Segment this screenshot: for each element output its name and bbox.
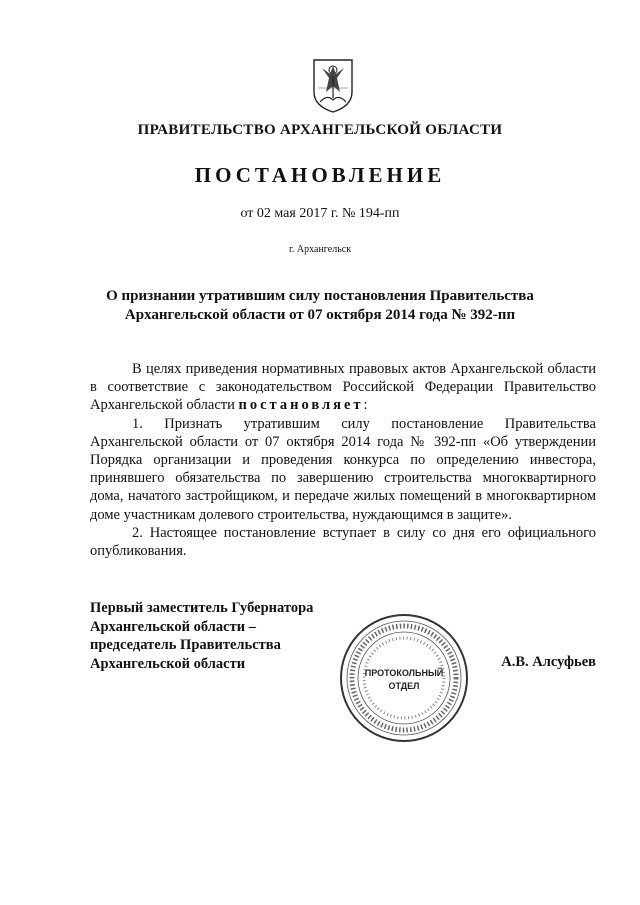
body-item-2: 2. Настоящее постановление вступает в силу со дня его официального опубликования. bbox=[90, 524, 596, 560]
signatory-position-line1: Первый заместитель Губернатора bbox=[90, 600, 314, 616]
official-stamp bbox=[338, 612, 470, 744]
document-city: г. Архангельск bbox=[288, 244, 352, 255]
signatory-position-line4: Архангельской области bbox=[90, 655, 246, 672]
signatory-position-line2: Архангельской области – bbox=[90, 618, 256, 635]
decree-colon: : bbox=[363, 397, 368, 414]
body-item-1: 1. Признать утратившим силу постановление Правительства Архангельской области от 07 октября 2014 года № 392-пп «Об утверждении Порядка организации и проведения конкурса по определению инвестора, принявшего обязательства по завершению строительства многоквартирного дома, начатого застройщиком, и передаче жилых помещений в многоквартирном доме участникам долевого строительства, нуждающимся в защите». bbox=[90, 415, 596, 523]
decree-word: постановляет bbox=[238, 397, 364, 414]
signatory-name: А.В. Алсуфьев bbox=[501, 654, 596, 670]
document-title-line1: О признании утратившим силу постановления Правительства bbox=[106, 288, 534, 304]
document-title bbox=[80, 287, 560, 325]
signatory-position bbox=[90, 599, 313, 673]
body-intro-paragraph bbox=[90, 360, 596, 415]
document-body bbox=[90, 360, 596, 560]
stamp-center-line2: ОТДЕЛ bbox=[388, 681, 420, 691]
body-intro-text: В целях приведения нормативных правовых актов Архангельской области в соответствие с законодательством Российской Федерации Правительство Архангельской области bbox=[90, 361, 596, 414]
signatory-position-line3: председатель Правительства bbox=[90, 637, 281, 653]
document-type: ПОСТАНОВЛЕНИЕ bbox=[194, 163, 446, 187]
organization-name: ПРАВИТЕЛЬСТВО АРХАНГЕЛЬСКОЙ ОБЛАСТИ bbox=[137, 122, 503, 138]
document-title-line2: Архангельской области от 07 октября 2014 года № 392-пп bbox=[124, 307, 516, 323]
document-date-number: от 02 мая 2017 г. № 194-пп bbox=[240, 206, 400, 221]
stamp-center-line1: ПРОТОКОЛЬНЫЙ bbox=[364, 668, 444, 678]
coat-of-arms-icon bbox=[312, 58, 354, 114]
